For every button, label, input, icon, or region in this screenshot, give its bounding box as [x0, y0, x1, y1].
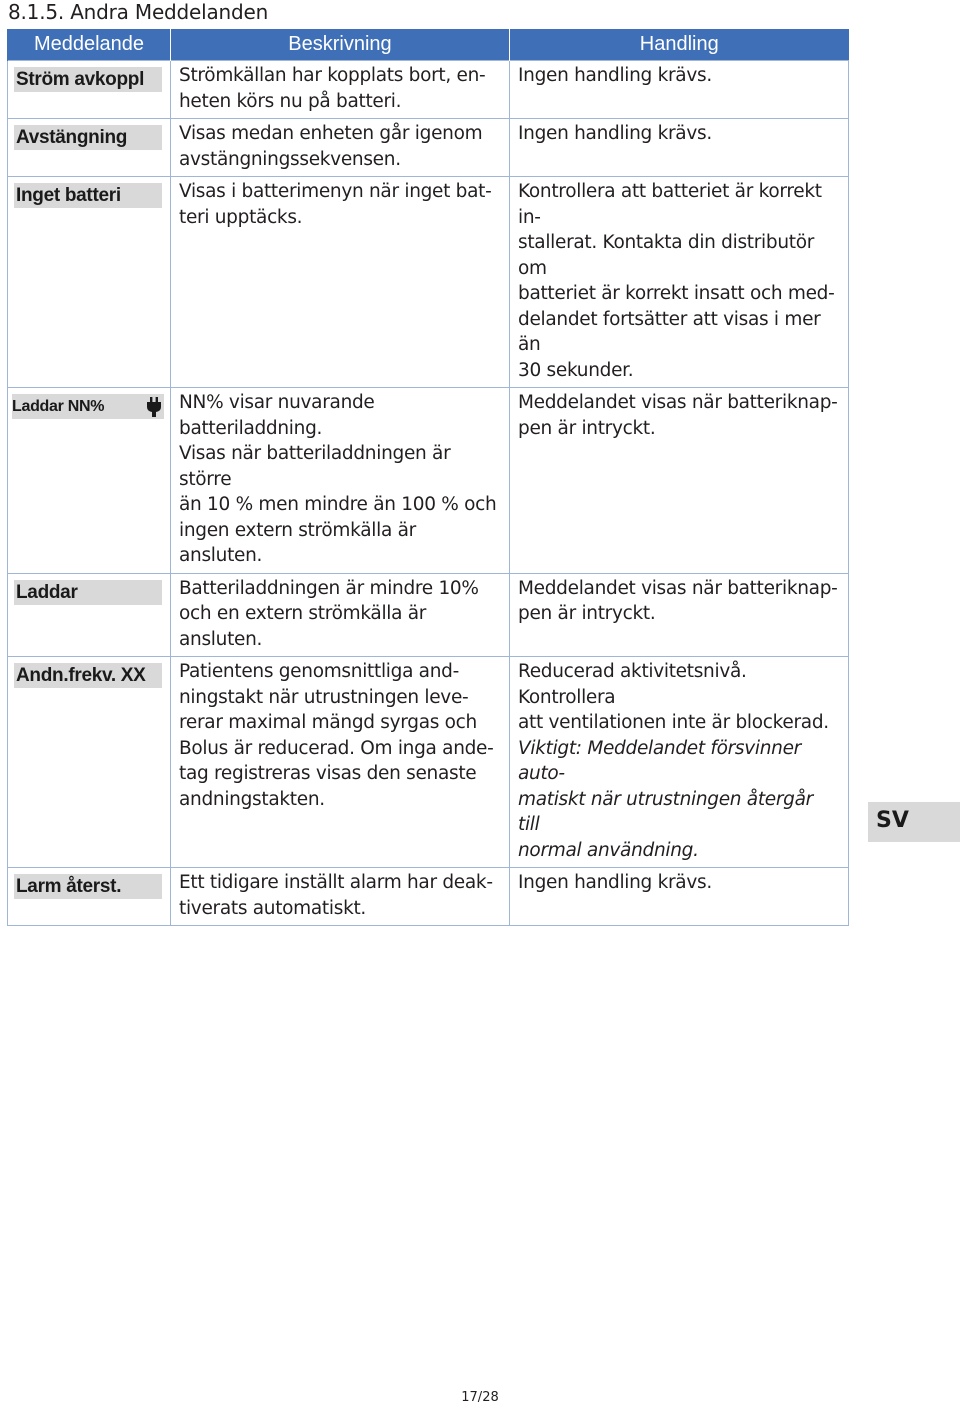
- description-line: Bolus är reducerad. Om inga ande-: [179, 737, 494, 759]
- messages-table: [7, 29, 849, 926]
- description-cell: [171, 119, 510, 177]
- description-line: teri upptäcks.: [179, 206, 303, 228]
- action-cell: [510, 657, 849, 868]
- action-line: batteriet är korrekt insatt och med-: [518, 283, 835, 304]
- table-row: [8, 177, 849, 388]
- action-note-line: normal användning.: [518, 839, 699, 861]
- message-badge: [12, 394, 164, 419]
- message-badge-label: Laddar NN%: [12, 398, 105, 415]
- action-line: att ventilationen inte är blockerad.: [518, 712, 829, 733]
- action-note-line: Viktigt: Meddelandet försvinner auto-: [518, 737, 801, 784]
- plug-icon: [146, 397, 162, 417]
- description-line: NN% visar nuvarande: [179, 392, 375, 413]
- description-cell: [171, 573, 510, 657]
- action-line: Meddelandet visas när batteriknap-: [518, 392, 838, 413]
- action-line: delandet fortsätter att visas i mer än: [518, 308, 821, 355]
- action-note-line: matiskt när utrustningen återgår till: [518, 788, 813, 835]
- language-tab-label: SV: [876, 808, 909, 833]
- description-line: ningstakt när utrustningen leve-: [179, 686, 469, 708]
- message-cell: [8, 868, 171, 926]
- section-title: 8.1.5. Andra Meddelanden: [8, 0, 269, 24]
- description-cell: [171, 657, 510, 868]
- description-cell: [171, 388, 510, 574]
- description-line: tiverats automatiskt.: [179, 897, 367, 919]
- action-line: stallerat. Kontakta din distributör om: [518, 232, 815, 279]
- message-badge: Ström avkoppl: [14, 67, 162, 92]
- description-line: andningstakten.: [179, 788, 325, 810]
- table-row: [8, 119, 849, 177]
- description-line: än 10 % men mindre än 100 % och: [179, 494, 497, 515]
- description-line: och en extern strömkälla är ansluten.: [179, 603, 427, 650]
- description-line: batteriladdning.: [179, 417, 323, 439]
- description-line: ingen extern strömkälla är ansluten.: [179, 519, 416, 566]
- message-cell: [8, 657, 171, 868]
- description-cell: [171, 868, 510, 926]
- action-line: Reducerad aktivitetsnivå. Kontrollera: [518, 661, 747, 708]
- description-line: Strömkällan har kopplats bort, en-: [179, 65, 486, 86]
- header-handling: Handling: [510, 29, 849, 61]
- message-cell: [8, 119, 171, 177]
- table-row: [8, 657, 849, 868]
- table-header-row: [8, 29, 849, 61]
- action-cell: [510, 388, 849, 574]
- message-badge: Inget batteri: [14, 183, 162, 208]
- description-cell: [171, 177, 510, 388]
- description-line: Patientens genomsnittliga and-: [179, 661, 459, 682]
- action-cell: [510, 573, 849, 657]
- header-meddelande: Meddelande: [8, 29, 171, 61]
- description-line: avstängningssekvensen.: [179, 148, 401, 170]
- message-cell: [8, 573, 171, 657]
- action-line: pen är intryckt.: [518, 417, 656, 439]
- action-line: pen är intryckt.: [518, 603, 656, 624]
- table-row: [8, 61, 849, 119]
- table-row: [8, 388, 849, 574]
- description-line: Batteriladdningen är mindre 10%: [179, 577, 479, 599]
- action-line: Kontrollera att batteriet är korrekt in-: [518, 181, 822, 228]
- action-line: Ingen handling krävs.: [518, 872, 712, 893]
- action-line: Meddelandet visas när batteriknap-: [518, 577, 838, 599]
- description-line: tag registreras visas den senaste: [179, 763, 477, 784]
- action-line: Ingen handling krävs.: [518, 65, 712, 86]
- description-line: heten körs nu på batteri.: [179, 90, 402, 112]
- action-cell: [510, 61, 849, 119]
- description-line: Visas när batteriladdningen är större: [179, 443, 451, 490]
- message-badge: Avstängning: [14, 125, 162, 150]
- message-badge: Larm återst.: [14, 874, 162, 899]
- action-line: Ingen handling krävs.: [518, 123, 712, 144]
- language-tab: [868, 802, 960, 842]
- description-line: Ett tidigare inställt alarm har deak-: [179, 872, 493, 893]
- page-number: 17/28: [461, 1390, 499, 1405]
- message-cell: [8, 177, 171, 388]
- description-line: Visas medan enheten går igenom: [179, 123, 483, 144]
- action-cell: [510, 119, 849, 177]
- action-cell: [510, 868, 849, 926]
- table-row: [8, 868, 849, 926]
- table-row: [8, 573, 849, 657]
- description-line: rerar maximal mängd syrgas och: [179, 712, 477, 733]
- description-line: Visas i batterimenyn när inget bat-: [179, 181, 492, 202]
- message-badge: Laddar: [14, 580, 162, 605]
- action-line: 30 sekunder.: [518, 359, 634, 381]
- description-cell: [171, 61, 510, 119]
- header-beskrivning: Beskrivning: [171, 29, 510, 61]
- message-cell: [8, 61, 171, 119]
- message-cell: [8, 388, 171, 574]
- message-badge: Andn.frekv. XX: [14, 663, 162, 688]
- action-cell: [510, 177, 849, 388]
